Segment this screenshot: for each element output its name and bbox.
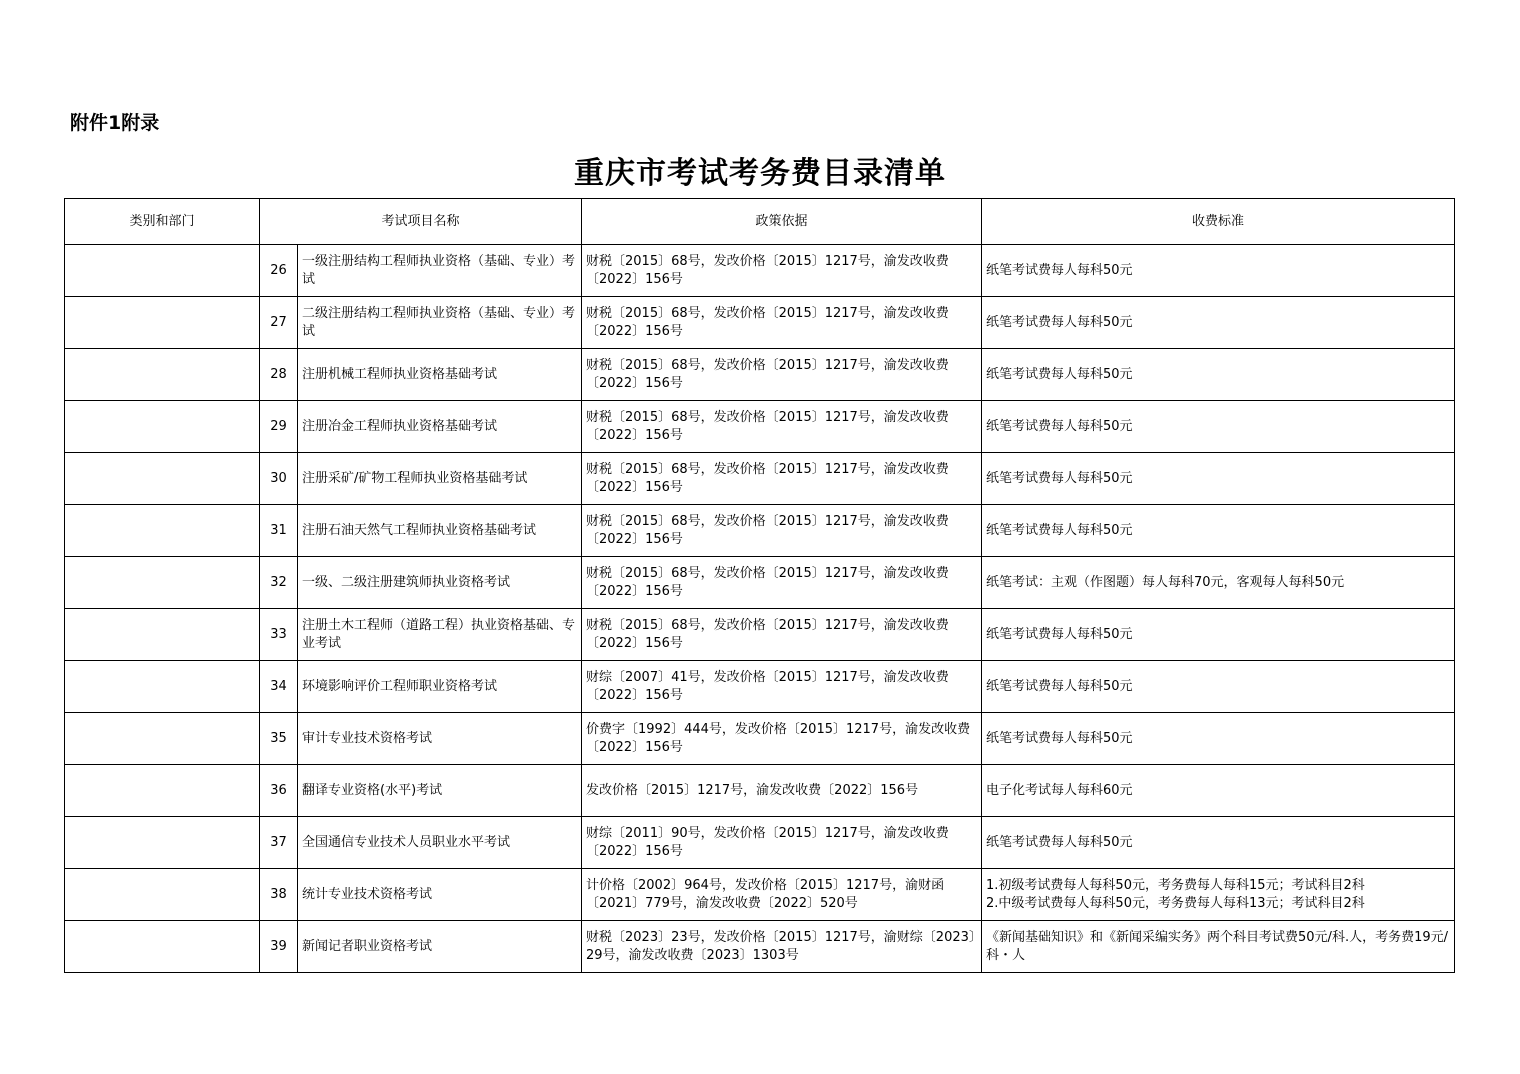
category-cell [65, 869, 260, 921]
policy-basis: 财税〔2015〕68号，发改价格〔2015〕1217号，渝发改收费〔2022〕156号 [582, 349, 982, 401]
fee-standard: 纸笔考试费每人每科50元 [982, 661, 1455, 713]
category-cell [65, 765, 260, 817]
category-cell [65, 401, 260, 453]
policy-basis: 计价格〔2002〕964号，发改价格〔2015〕1217号，渝财函〔2021〕779号，渝发改收费〔2022〕520号 [582, 869, 982, 921]
exam-name: 全国通信专业技术人员职业水平考试 [298, 817, 582, 869]
fee-standard: 纸笔考试费每人每科50元 [982, 713, 1455, 765]
table-row [65, 349, 1455, 401]
policy-basis: 财税〔2015〕68号，发改价格〔2015〕1217号，渝发改收费〔2022〕156号 [582, 401, 982, 453]
policy-basis: 财税〔2023〕23号，发改价格〔2015〕1217号，渝财综〔2023〕29号，渝发改收费〔2023〕1303号 [582, 921, 982, 973]
row-number: 27 [260, 297, 298, 349]
row-number: 30 [260, 453, 298, 505]
table-row [65, 245, 1455, 297]
header-policy: 政策依据 [582, 199, 982, 245]
row-number: 31 [260, 505, 298, 557]
row-number: 39 [260, 921, 298, 973]
fee-table [64, 198, 1455, 973]
table-row [65, 817, 1455, 869]
table-body [65, 245, 1455, 973]
category-cell [65, 817, 260, 869]
table-row [65, 453, 1455, 505]
exam-name: 新闻记者职业资格考试 [298, 921, 582, 973]
exam-name: 注册石油天然气工程师执业资格基础考试 [298, 505, 582, 557]
exam-name: 二级注册结构工程师执业资格（基础、专业）考试 [298, 297, 582, 349]
fee-standard: 纸笔考试费每人每科50元 [982, 453, 1455, 505]
fee-standard: 纸笔考试费每人每科50元 [982, 609, 1455, 661]
attachment-label: 附件1附录 [70, 112, 160, 134]
category-cell [65, 505, 260, 557]
header-fee: 收费标准 [982, 199, 1455, 245]
category-cell [65, 453, 260, 505]
category-cell [65, 609, 260, 661]
row-number: 35 [260, 713, 298, 765]
row-number: 38 [260, 869, 298, 921]
policy-basis: 财综〔2011〕90号，发改价格〔2015〕1217号，渝发改收费〔2022〕156号 [582, 817, 982, 869]
fee-standard: 《新闻基础知识》和《新闻采编实务》两个科目考试费50元/科.人，考务费19元/科・人 [982, 921, 1455, 973]
header-item: 考试项目名称 [260, 199, 582, 245]
table-row [65, 713, 1455, 765]
table-row [65, 765, 1455, 817]
row-number: 28 [260, 349, 298, 401]
table-row [65, 869, 1455, 921]
policy-basis: 发改价格〔2015〕1217号，渝发改收费〔2022〕156号 [582, 765, 982, 817]
policy-basis: 财税〔2015〕68号，发改价格〔2015〕1217号，渝发改收费〔2022〕156号 [582, 453, 982, 505]
row-number: 36 [260, 765, 298, 817]
policy-basis: 财税〔2015〕68号，发改价格〔2015〕1217号，渝发改收费〔2022〕156号 [582, 245, 982, 297]
category-cell [65, 661, 260, 713]
table-row [65, 609, 1455, 661]
fee-standard: 纸笔考试费每人每科50元 [982, 245, 1455, 297]
policy-basis: 财税〔2015〕68号，发改价格〔2015〕1217号，渝发改收费〔2022〕156号 [582, 505, 982, 557]
exam-name: 注册机械工程师执业资格基础考试 [298, 349, 582, 401]
exam-name: 注册冶金工程师执业资格基础考试 [298, 401, 582, 453]
fee-standard: 纸笔考试费每人每科50元 [982, 401, 1455, 453]
category-cell [65, 557, 260, 609]
exam-name: 一级、二级注册建筑师执业资格考试 [298, 557, 582, 609]
fee-standard: 纸笔考试费每人每科50元 [982, 817, 1455, 869]
table-header-row [65, 199, 1455, 245]
fee-standard: 纸笔考试费每人每科50元 [982, 297, 1455, 349]
row-number: 37 [260, 817, 298, 869]
policy-basis: 价费字〔1992〕444号，发改价格〔2015〕1217号，渝发改收费〔2022〕156号 [582, 713, 982, 765]
row-number: 29 [260, 401, 298, 453]
fee-standard: 纸笔考试费每人每科50元 [982, 349, 1455, 401]
policy-basis: 财税〔2015〕68号，发改价格〔2015〕1217号，渝发改收费〔2022〕156号 [582, 297, 982, 349]
category-cell [65, 297, 260, 349]
row-number: 34 [260, 661, 298, 713]
header-category: 类别和部门 [65, 199, 260, 245]
category-cell [65, 713, 260, 765]
category-cell [65, 349, 260, 401]
page-title: 重庆市考试考务费目录清单 [574, 156, 946, 191]
exam-name: 翻译专业资格(水平)考试 [298, 765, 582, 817]
table-row [65, 557, 1455, 609]
fee-standard: 纸笔考试费每人每科50元 [982, 505, 1455, 557]
policy-basis: 财综〔2007〕41号，发改价格〔2015〕1217号，渝发改收费〔2022〕156号 [582, 661, 982, 713]
table-row [65, 921, 1455, 973]
exam-name: 注册土木工程师（道路工程）执业资格基础、专业考试 [298, 609, 582, 661]
fee-standard: 电子化考试每人每科60元 [982, 765, 1455, 817]
row-number: 33 [260, 609, 298, 661]
exam-name: 环境影响评价工程师职业资格考试 [298, 661, 582, 713]
policy-basis: 财税〔2015〕68号，发改价格〔2015〕1217号，渝发改收费〔2022〕156号 [582, 557, 982, 609]
row-number: 26 [260, 245, 298, 297]
table-row [65, 401, 1455, 453]
fee-standard: 纸笔考试：主观（作图题）每人每科70元，客观每人每科50元 [982, 557, 1455, 609]
table-row [65, 297, 1455, 349]
row-number: 32 [260, 557, 298, 609]
exam-name: 审计专业技术资格考试 [298, 713, 582, 765]
exam-name: 注册采矿/矿物工程师执业资格基础考试 [298, 453, 582, 505]
table-row [65, 661, 1455, 713]
fee-standard: 1.初级考试费每人每科50元，考务费每人每科15元；考试科目2科 2.中级考试费每人每科50元，考务费每人每科13元；考试科目2科 [982, 869, 1455, 921]
exam-name: 一级注册结构工程师执业资格（基础、专业）考试 [298, 245, 582, 297]
policy-basis: 财税〔2015〕68号，发改价格〔2015〕1217号，渝发改收费〔2022〕156号 [582, 609, 982, 661]
exam-name: 统计专业技术资格考试 [298, 869, 582, 921]
category-cell [65, 245, 260, 297]
category-cell [65, 921, 260, 973]
table-row [65, 505, 1455, 557]
